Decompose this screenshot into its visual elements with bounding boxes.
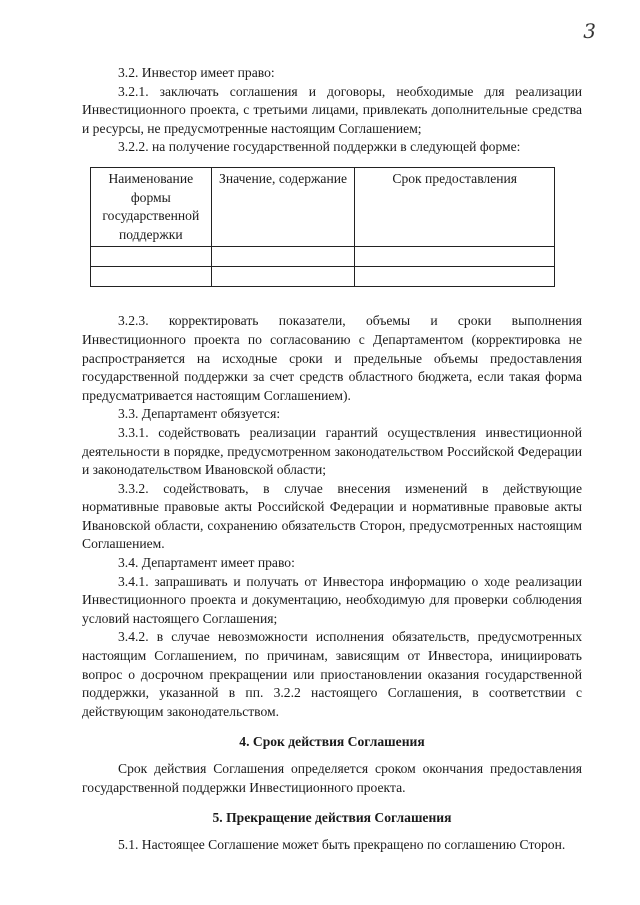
table-cell	[91, 267, 212, 287]
table-row	[91, 267, 555, 287]
table-cell	[211, 267, 355, 287]
document-body	[82, 64, 582, 854]
table-cell	[355, 247, 555, 267]
table-header-row	[91, 167, 555, 246]
table-header-cell: Срок предоставления	[355, 167, 555, 246]
table-row	[91, 247, 555, 267]
clause-3-2-2: 3.2.2. на получение государственной поддержки в следующей форме:	[118, 139, 521, 155]
support-form-table	[90, 167, 555, 287]
clause-3-2-1: 3.2.1. заключать соглашения и договоры, необходимые для реализации Инвестиционного проекта, с третьими лицами, привлекать дополнительные средства и ресурсы, не предусмотренные настоящим Соглашением;	[82, 83, 582, 136]
clause-3-4-1: 3.4.1. запрашивать и получать от Инвестора информацию о ходе реализации Инвестиционного проекта и документацию, необходимую для проверки соблюдения условий настоящего Соглашения;	[82, 573, 582, 626]
section-4-title: 4. Срок действия Соглашения	[239, 734, 425, 750]
clause-3-4: 3.4. Департамент имеет право:	[118, 555, 295, 571]
clause-3-3-2: 3.3.2. содействовать, в случае внесения изменений в действующие нормативные правовые акты Российской Федерации и нормативные правовые акты Ивановской области, сохранению обязательств Сторон, предусмотренных настоящим Соглашением.	[82, 480, 582, 552]
clause-5-1: 5.1. Настоящее Соглашение может быть прекращено по соглашению Сторон.	[118, 836, 566, 852]
page-number: 3	[583, 19, 596, 43]
clause-3-3: 3.3. Департамент обязуется:	[118, 406, 281, 422]
clause-3-4-2: 3.4.2. в случае невозможности исполнения обязательств, предусмотренных настоящим Соглашением, по причинам, зависящим от Инвестора, инициировать вопрос о досрочном прекращении или приостановлении оказания государственной поддержки, указанной в пп. 3.2.2 настоящего Соглашения, в соответствии с действующим законодательством.	[82, 629, 582, 719]
section-4-text: Срок действия Соглашения определяется сроком окончания предоставления государственной поддержки Инвестиционного проекта.	[82, 761, 582, 795]
clause-3-3-1: 3.3.1. содействовать реализации гарантий осуществления инвестиционной деятельности в порядке, предусмотренном законодательством Российской Федерации и законодательством Ивановской области;	[82, 424, 582, 478]
table-header-cell: Значение, содержание	[211, 167, 355, 246]
clause-3-2: 3.2. Инвестор имеет право:	[118, 65, 275, 80]
table-cell	[211, 247, 355, 267]
table-cell	[355, 267, 555, 287]
section-5-title: 5. Прекращение действия Соглашения	[212, 810, 452, 826]
clause-3-2-3: 3.2.3. корректировать показатели, объемы и сроки выполнения Инвестиционного проекта по согласованию с Департаментом (корректировка не распространяется на исходные сроки и предельные объемы предоставления государственной поддержки за счет средств областного бюджета, если такая форма предусматривается настоящим Соглашением).	[82, 313, 582, 403]
table-cell	[91, 247, 212, 267]
table-header-cell: Наименование формы государственной поддержки	[91, 167, 212, 246]
